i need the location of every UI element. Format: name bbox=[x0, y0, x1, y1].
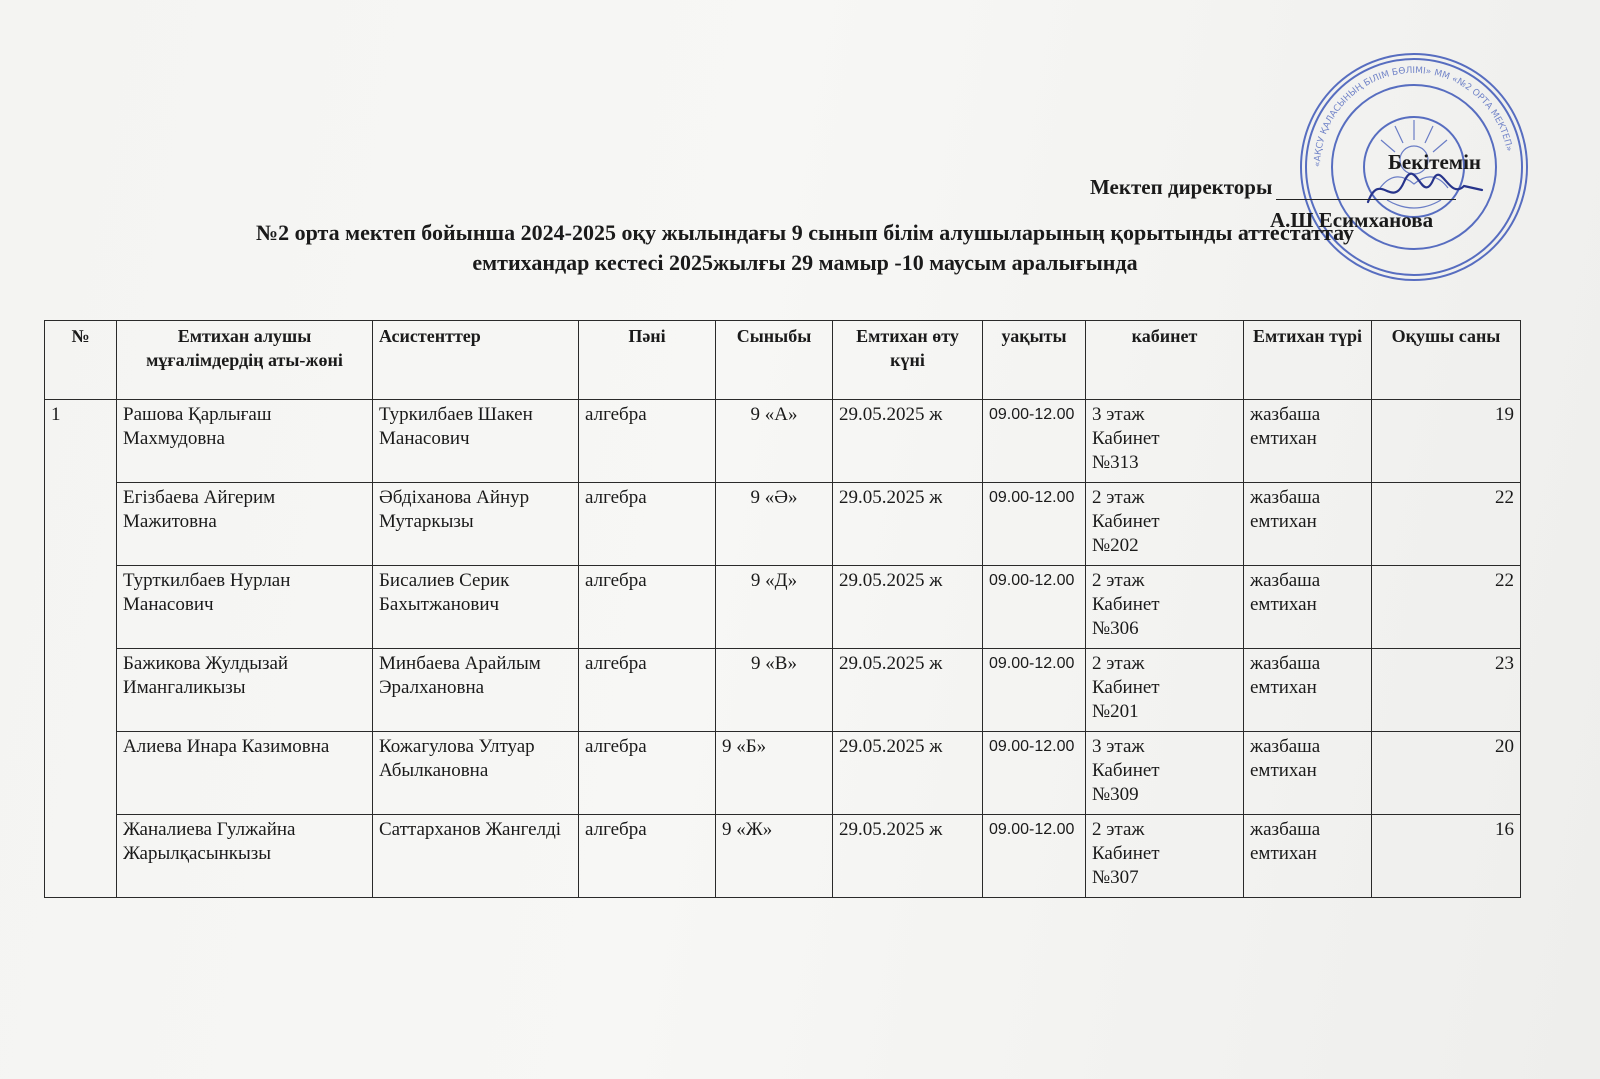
header-assistant: Асистенттер bbox=[373, 321, 579, 400]
room-floor: 2 этаж bbox=[1092, 653, 1145, 674]
room-number: №313 bbox=[1092, 452, 1139, 473]
time-cell: 09.00-12.00 bbox=[983, 566, 1086, 649]
time-cell: 09.00-12.00 bbox=[983, 732, 1086, 815]
type-cell: жазбаша емтихан bbox=[1244, 815, 1372, 898]
table-row bbox=[45, 400, 1521, 483]
type-cell: жазбаша емтихан bbox=[1244, 732, 1372, 815]
date-cell: 29.05.2025 ж bbox=[833, 815, 983, 898]
room-floor: 2 этаж bbox=[1092, 487, 1145, 508]
date-cell: 29.05.2025 ж bbox=[833, 483, 983, 566]
exam-schedule-table bbox=[44, 320, 1521, 898]
document-title bbox=[120, 218, 1490, 278]
room-floor: 3 этаж bbox=[1092, 736, 1145, 757]
room-floor: 2 этаж bbox=[1092, 570, 1145, 591]
type-cell: жазбаша емтихан bbox=[1244, 400, 1372, 483]
room-floor: 2 этаж bbox=[1092, 819, 1145, 840]
count-cell: 20 bbox=[1372, 732, 1521, 815]
title-line-2: емтихандар кестесі 2025жылғы 29 мамыр -10 маусым аралығында bbox=[472, 250, 1138, 275]
room-cell bbox=[1086, 732, 1244, 815]
room-cell bbox=[1086, 649, 1244, 732]
table-row bbox=[45, 483, 1521, 566]
header-teacher: Емтихан алушы мұғалімдердің аты-жөні bbox=[117, 321, 373, 400]
subject-cell: алгебра bbox=[579, 483, 716, 566]
room-cell bbox=[1086, 815, 1244, 898]
director-label bbox=[1090, 175, 1456, 200]
class-cell: 9 «Д» bbox=[716, 566, 833, 649]
date-cell: 29.05.2025 ж bbox=[833, 566, 983, 649]
header-class: Сыныбы bbox=[716, 321, 833, 400]
count-cell: 23 bbox=[1372, 649, 1521, 732]
subject-cell: алгебра bbox=[579, 732, 716, 815]
assistant-cell: Туркилбаев Шакен Манасович bbox=[373, 400, 579, 483]
assistant-cell: Саттарханов Жангелді bbox=[373, 815, 579, 898]
date-cell: 29.05.2025 ж bbox=[833, 732, 983, 815]
room-label: Кабинет bbox=[1092, 760, 1160, 781]
room-cell bbox=[1086, 400, 1244, 483]
time-cell: 09.00-12.00 bbox=[983, 815, 1086, 898]
count-cell: 22 bbox=[1372, 483, 1521, 566]
header-date: Емтихан өту күні bbox=[833, 321, 983, 400]
subject-cell: алгебра bbox=[579, 815, 716, 898]
header-count: Оқушы саны bbox=[1372, 321, 1521, 400]
header-subject: Пәні bbox=[579, 321, 716, 400]
director-label-text: Мектеп директоры bbox=[1090, 175, 1273, 199]
header-time: уақыты bbox=[983, 321, 1086, 400]
room-number: №309 bbox=[1092, 784, 1139, 805]
assistant-cell: Әбдіханова Айнур Мутаркызы bbox=[373, 483, 579, 566]
teacher-cell: Алиева Инара Казимовна bbox=[117, 732, 373, 815]
teacher-cell: Жаналиева Гулжайна Жарылқасынкызы bbox=[117, 815, 373, 898]
teacher-cell: Рашова Қарлығаш Махмудовна bbox=[117, 400, 373, 483]
svg-text:«АҚСУ ҚАЛАСЫНЫҢ БІЛІМ БӨЛІМІ»: «АҚСУ ҚАЛАСЫНЫҢ БІЛІМ БӨЛІМІ» ММ «№2 ОРТА МЕКТЕП» bbox=[1312, 65, 1514, 168]
time-cell: 09.00-12.00 bbox=[983, 649, 1086, 732]
header-num: № bbox=[45, 321, 117, 400]
table-header-row bbox=[45, 321, 1521, 400]
signature-line bbox=[1276, 181, 1456, 200]
teacher-cell: Бажикова Жулдызай Имангаликызы bbox=[117, 649, 373, 732]
subject-cell: алгебра bbox=[579, 566, 716, 649]
room-cell bbox=[1086, 483, 1244, 566]
count-cell: 19 bbox=[1372, 400, 1521, 483]
assistant-cell: Кожагулова Ултуар Абылкановна bbox=[373, 732, 579, 815]
type-cell: жазбаша емтихан bbox=[1244, 483, 1372, 566]
class-cell: 9 «Ә» bbox=[716, 483, 833, 566]
row-num: 1 bbox=[45, 400, 117, 898]
header-type: Емтихан түрі bbox=[1244, 321, 1372, 400]
time-cell: 09.00-12.00 bbox=[983, 400, 1086, 483]
room-label: Кабинет bbox=[1092, 428, 1160, 449]
class-cell: 9 «В» bbox=[716, 649, 833, 732]
teacher-cell: Турткилбаев Нурлан Манасович bbox=[117, 566, 373, 649]
header-room: кабинет bbox=[1086, 321, 1244, 400]
table-row bbox=[45, 649, 1521, 732]
room-floor: 3 этаж bbox=[1092, 404, 1145, 425]
class-cell: 9 «Б» bbox=[716, 732, 833, 815]
director-name: А.Ш Есимханова bbox=[1270, 208, 1434, 232]
class-cell: 9 «Ж» bbox=[716, 815, 833, 898]
room-number: №307 bbox=[1092, 867, 1139, 888]
room-number: №201 bbox=[1092, 701, 1139, 722]
table-row bbox=[45, 815, 1521, 898]
time-cell: 09.00-12.00 bbox=[983, 483, 1086, 566]
approve-word: Бекітемін bbox=[1388, 150, 1482, 174]
date-cell: 29.05.2025 ж bbox=[833, 649, 983, 732]
room-label: Кабинет bbox=[1092, 677, 1160, 698]
count-cell: 22 bbox=[1372, 566, 1521, 649]
count-cell: 16 bbox=[1372, 815, 1521, 898]
type-cell: жазбаша емтихан bbox=[1244, 649, 1372, 732]
assistant-cell: Минбаева Арайлым Эралхановна bbox=[373, 649, 579, 732]
room-cell bbox=[1086, 566, 1244, 649]
table-row bbox=[45, 566, 1521, 649]
room-number: №202 bbox=[1092, 535, 1139, 556]
room-label: Кабинет bbox=[1092, 594, 1160, 615]
room-label: Кабинет bbox=[1092, 511, 1160, 532]
type-cell: жазбаша емтихан bbox=[1244, 566, 1372, 649]
room-label: Кабинет bbox=[1092, 843, 1160, 864]
title-line-1: №2 орта мектеп бойынша 2024-2025 оқу жылындағы 9 сынып білім алушыларының қорытынды аттестаттау bbox=[256, 220, 1354, 245]
class-cell: 9 «А» bbox=[716, 400, 833, 483]
date-cell: 29.05.2025 ж bbox=[833, 400, 983, 483]
room-number: №306 bbox=[1092, 618, 1139, 639]
subject-cell: алгебра bbox=[579, 649, 716, 732]
assistant-cell: Бисалиев Серик Бахытжанович bbox=[373, 566, 579, 649]
subject-cell: алгебра bbox=[579, 400, 716, 483]
table-row bbox=[45, 732, 1521, 815]
teacher-cell: Егізбаева Айгерим Мажитовна bbox=[117, 483, 373, 566]
